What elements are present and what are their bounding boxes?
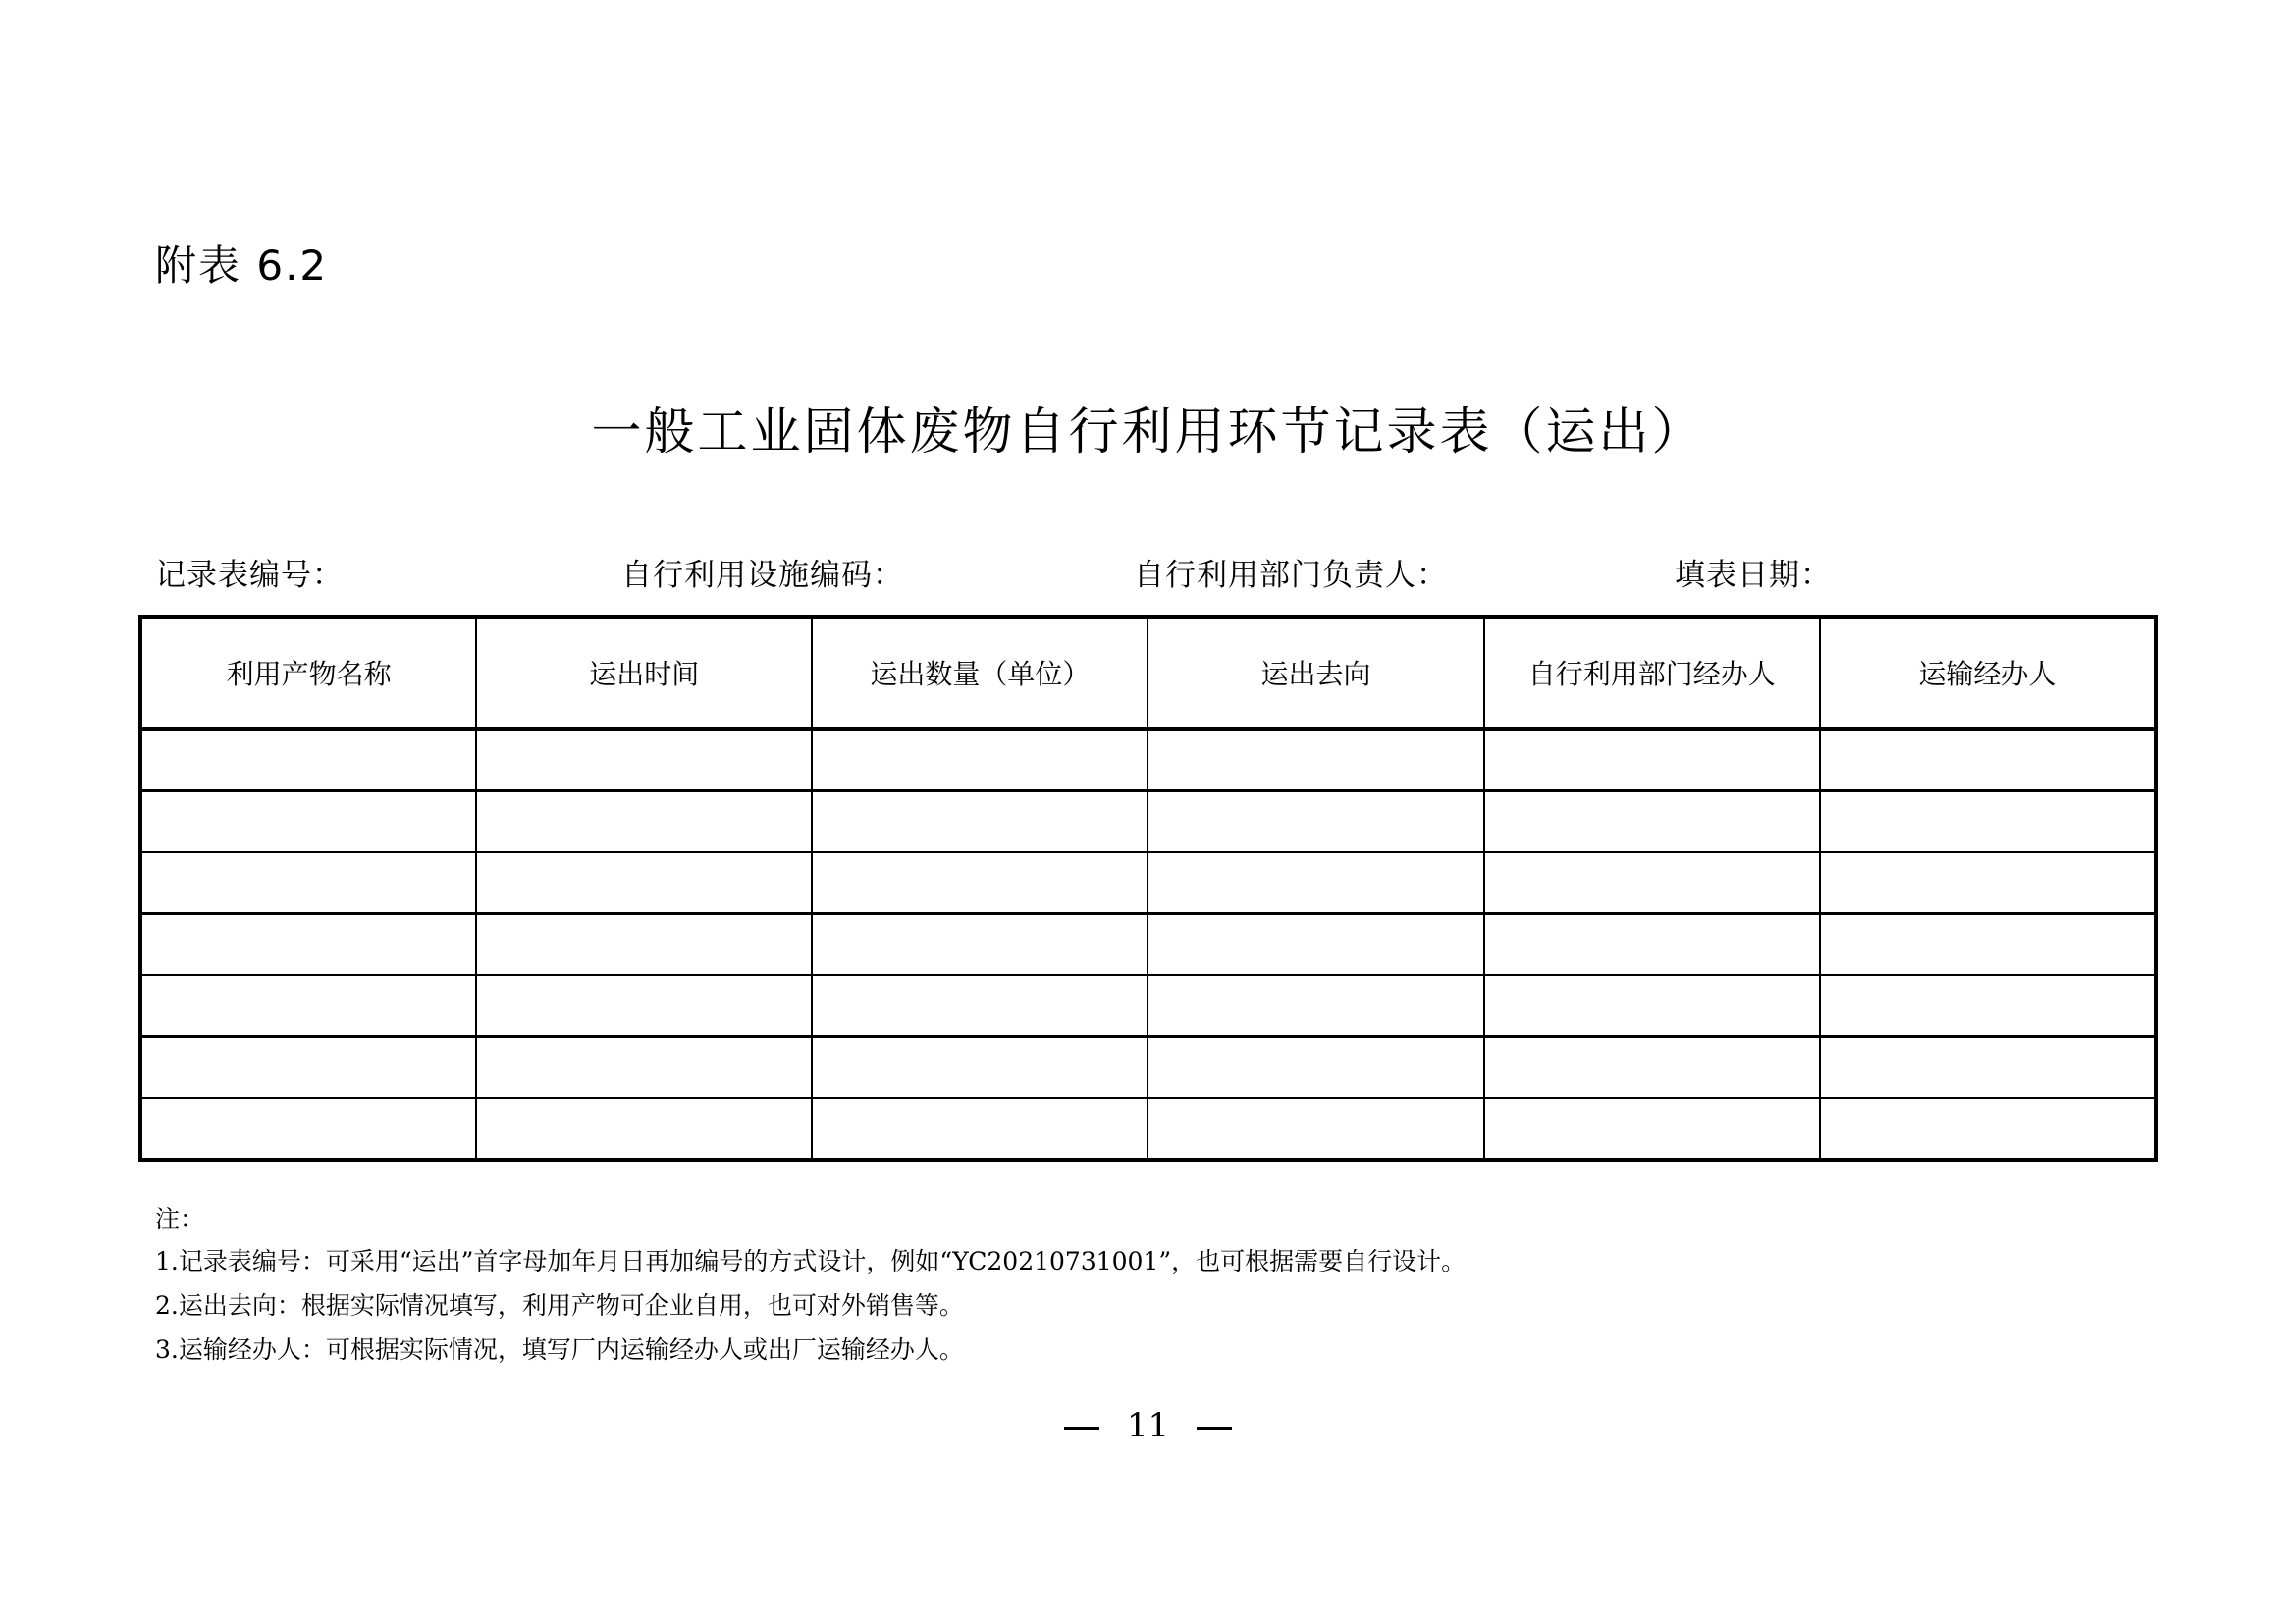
table-cell[interactable] [476,975,812,1037]
table-cell[interactable] [1820,1037,2156,1099]
table-cell[interactable] [1484,852,1820,914]
table-cell[interactable] [812,914,1148,976]
column-header-destination: 运出去向 [1148,617,1483,729]
table-cell[interactable] [140,1098,476,1160]
table-cell[interactable] [812,1037,1148,1099]
note-item-destination: 2.运出去向：根据实际情况填写，利用产物可企业自用，也可对外销售等。 [155,1291,964,1320]
column-header-department-handler: 自行利用部门经办人 [1484,617,1820,729]
table-row [140,975,2156,1037]
table-cell[interactable] [1484,1037,1820,1099]
table-cell[interactable] [1148,729,1483,791]
record-table [138,615,2158,1162]
table-row [140,852,2156,914]
table-row [140,729,2156,791]
field-fill-date: 填表日期： [1675,558,1832,593]
table-cell[interactable] [1484,975,1820,1037]
table-cell[interactable] [1820,914,2156,976]
page-number: 11 [1126,1406,1170,1445]
field-record-number: 记录表编号： [155,558,344,593]
table-cell[interactable] [140,914,476,976]
column-header-shipment-time: 运出时间 [476,617,812,729]
document-title: 一般工业固体废物自行利用环节记录表（运出） [591,404,1705,461]
table-cell[interactable] [812,975,1148,1037]
table-cell[interactable] [476,791,812,853]
table-cell[interactable] [1148,791,1483,853]
field-facility-code: 自行利用设施编码： [621,558,904,593]
table-row [140,914,2156,976]
table-cell[interactable] [1148,1037,1483,1099]
table-cell[interactable] [1148,914,1483,976]
dash-right-icon [1197,1427,1232,1430]
appendix-label: 附表 6.2 [155,242,329,290]
table-cell[interactable] [1484,729,1820,791]
note-item-transport-handler: 3.运输经办人：可根据实际情况，填写厂内运输经办人或出厂运输经办人。 [155,1335,964,1364]
column-header-shipment-quantity: 运出数量（单位） [812,617,1148,729]
note-item-record-number: 1.记录表编号：可采用“运出”首字母加年月日再加编号的方式设计，例如“YC20210731001”，也可根据需要自行设计。 [155,1247,1467,1275]
table-cell[interactable] [140,852,476,914]
page-footer [0,1406,2296,1445]
table-row [140,1037,2156,1099]
table-header-row [140,617,2156,729]
table-cell[interactable] [476,914,812,976]
column-header-transport-handler: 运输经办人 [1820,617,2156,729]
table-cell[interactable] [812,1098,1148,1160]
table-cell[interactable] [1484,914,1820,976]
dash-left-icon [1064,1427,1099,1430]
table-cell[interactable] [476,1098,812,1160]
table-row [140,791,2156,853]
table-cell[interactable] [476,1037,812,1099]
table-cell[interactable] [1148,975,1483,1037]
table-row [140,1098,2156,1160]
table-cell[interactable] [1820,791,2156,853]
table-cell[interactable] [812,852,1148,914]
notes-heading: 注： [155,1205,205,1233]
table-cell[interactable] [476,852,812,914]
table-cell[interactable] [812,729,1148,791]
table-cell[interactable] [812,791,1148,853]
table-cell[interactable] [1820,852,2156,914]
table-cell[interactable] [1148,1098,1483,1160]
table-cell[interactable] [1148,852,1483,914]
table-cell[interactable] [1820,729,2156,791]
column-header-product-name: 利用产物名称 [140,617,476,729]
table-cell[interactable] [140,1037,476,1099]
table-cell[interactable] [1484,791,1820,853]
table-cell[interactable] [140,791,476,853]
table-cell[interactable] [140,729,476,791]
field-department-head: 自行利用部门负责人： [1134,558,1448,593]
table-cell[interactable] [140,975,476,1037]
table-cell[interactable] [1484,1098,1820,1160]
table-cell[interactable] [1820,1098,2156,1160]
table-cell[interactable] [1820,975,2156,1037]
table-cell[interactable] [476,729,812,791]
